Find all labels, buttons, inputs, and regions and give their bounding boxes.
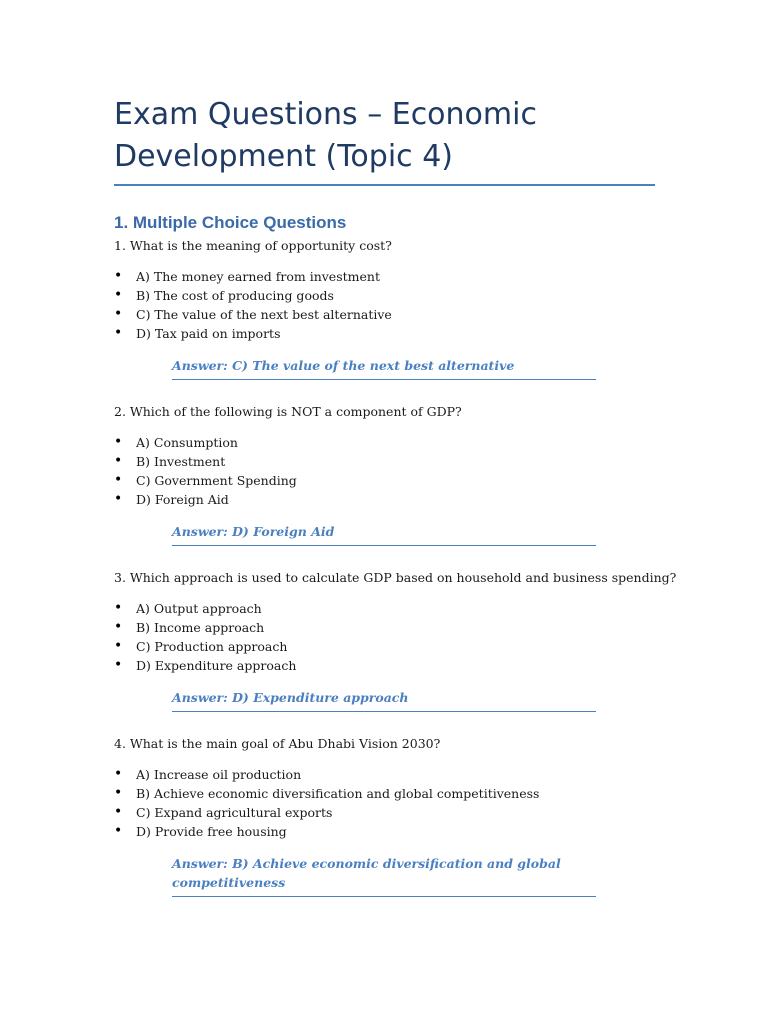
- bullet-dot-icon: •: [114, 600, 123, 616]
- option-label: D) Provide free housing: [136, 824, 287, 839]
- answer-text: Answer: D) Foreign Aid: [172, 522, 596, 546]
- page-title: Exam Questions – Economic Development (Topic 4): [114, 94, 655, 186]
- bullet-dot-icon: •: [114, 434, 123, 450]
- option-label: B) The cost of producing goods: [136, 288, 334, 303]
- question-prompt: 1. What is the meaning of opportunity cost?: [114, 238, 392, 253]
- option-label: D) Foreign Aid: [136, 492, 229, 507]
- option-label: C) Expand agricultural exports: [136, 805, 333, 820]
- option-item: [114, 765, 768, 784]
- option-label: A) Output approach: [136, 601, 262, 616]
- question-prompt: 3. Which approach is used to calculate GDP based on household and business spending?: [114, 570, 677, 585]
- section-heading: 1. Multiple Choice Questions: [114, 213, 347, 232]
- option-item: [114, 656, 768, 675]
- bullet-dot-icon: •: [114, 453, 123, 469]
- option-item: [114, 286, 768, 305]
- bullet-dot-icon: •: [114, 306, 123, 322]
- bullet-dot-icon: •: [114, 619, 123, 635]
- option-label: C) Production approach: [136, 639, 288, 654]
- bullet-dot-icon: •: [114, 472, 123, 488]
- option-label: A) Increase oil production: [136, 767, 302, 782]
- option-item: [114, 452, 768, 471]
- bullet-dot-icon: •: [114, 491, 123, 507]
- option-item: [114, 471, 768, 490]
- option-item: [114, 324, 768, 343]
- option-label: A) Consumption: [136, 435, 238, 450]
- option-label: D) Tax paid on imports: [136, 326, 281, 341]
- option-item: [114, 305, 768, 324]
- option-item: [114, 822, 768, 841]
- option-item: [114, 599, 768, 618]
- option-label: B) Achieve economic diversification and global competitiveness: [136, 786, 540, 801]
- bullet-dot-icon: •: [114, 823, 123, 839]
- answer-text: Answer: B) Achieve economic diversification and global competitiveness: [172, 854, 596, 897]
- question-prompt: 2. Which of the following is NOT a component of GDP?: [114, 404, 462, 419]
- option-item: [114, 637, 768, 656]
- option-list: [114, 433, 768, 509]
- option-label: B) Income approach: [136, 620, 265, 635]
- option-label: C) The value of the next best alternative: [136, 307, 392, 322]
- option-item: [114, 803, 768, 822]
- question-block-1: [114, 238, 768, 380]
- option-list: [114, 765, 768, 841]
- option-item: [114, 433, 768, 452]
- bullet-dot-icon: •: [114, 804, 123, 820]
- bullet-dot-icon: •: [114, 638, 123, 654]
- bullet-dot-icon: •: [114, 766, 123, 782]
- bullet-dot-icon: •: [114, 268, 123, 284]
- bullet-dot-icon: •: [114, 287, 123, 303]
- option-list: [114, 267, 768, 343]
- bullet-dot-icon: •: [114, 657, 123, 673]
- option-list: [114, 599, 768, 675]
- bullet-dot-icon: •: [114, 325, 123, 341]
- question-block-4: [114, 736, 768, 897]
- option-label: C) Government Spending: [136, 473, 297, 488]
- option-item: [114, 490, 768, 509]
- question-block-2: [114, 404, 768, 546]
- option-item: [114, 267, 768, 286]
- question-block-3: [114, 570, 768, 712]
- option-item: [114, 618, 768, 637]
- option-label: A) The money earned from investment: [136, 269, 380, 284]
- bullet-dot-icon: •: [114, 785, 123, 801]
- option-label: B) Investment: [136, 454, 226, 469]
- option-item: [114, 784, 768, 803]
- option-label: D) Expenditure approach: [136, 658, 297, 673]
- question-prompt: 4. What is the main goal of Abu Dhabi Vision 2030?: [114, 736, 441, 751]
- answer-text: Answer: D) Expenditure approach: [172, 688, 596, 712]
- answer-text: Answer: C) The value of the next best alternative: [172, 356, 596, 380]
